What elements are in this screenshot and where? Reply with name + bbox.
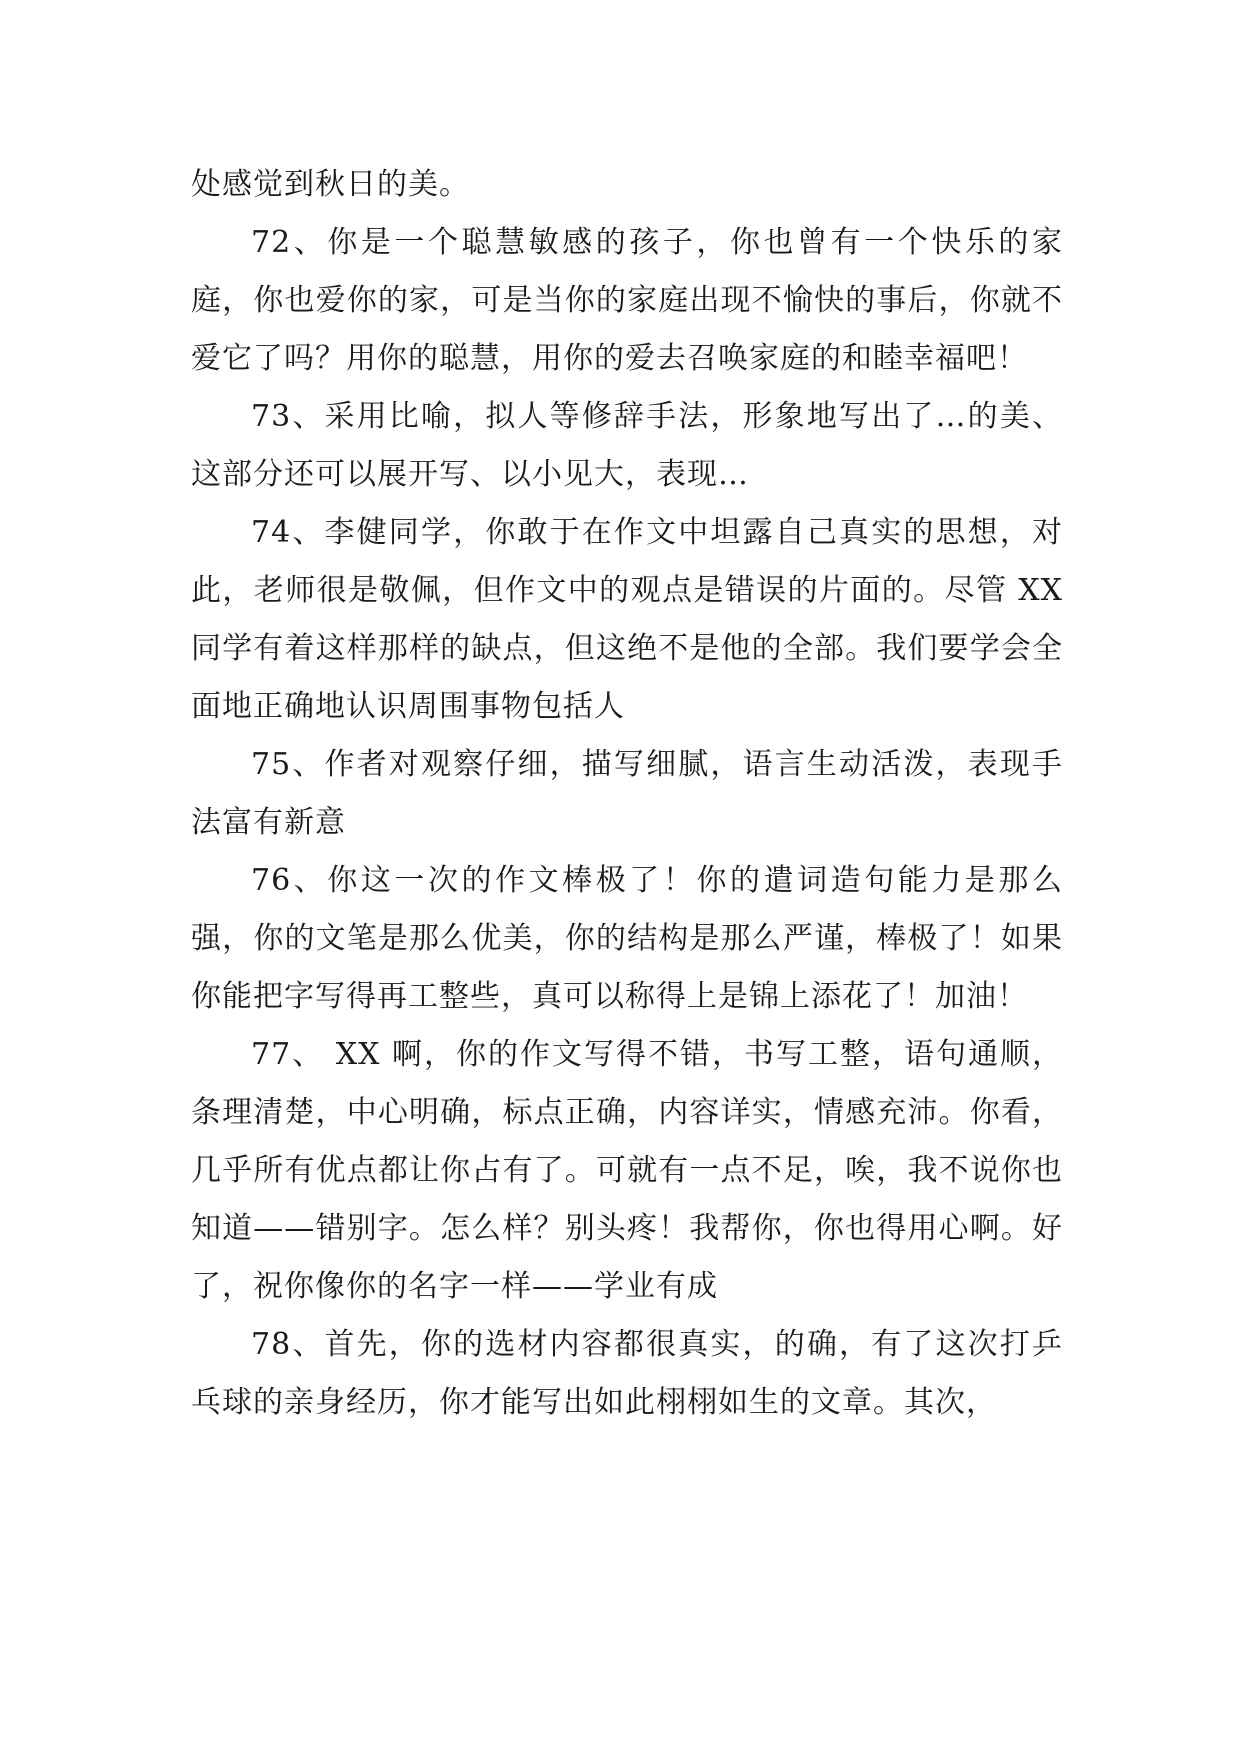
paragraph-78: 78、首先，你的选材内容都很真实，的确，有了这次打乒乓球的亲身经历，你才能写出如此栩栩如生的文章。其次， — [191, 1327, 1063, 1420]
paragraph-76: 76、你这一次的作文棒极了！你的遣词造句能力是那么强，你的文笔是那么优美，你的结构是那么严谨，棒极了！如果你能把字写得再工整些，真可以称得上是锦上添花了！加油！ — [191, 863, 1063, 1014]
paragraph-continuation: 处感觉到秋日的美。 — [191, 167, 470, 202]
paragraph-74: 74、李健同学，你敢于在作文中坦露自己真实的思想，对此，老师很是敬佩，但作文中的观点是错误的片面的。尽管 XX 同学有着这样那样的缺点，但这绝不是他的全部。我们要学会全面地正确地认识周围事物包括人 — [191, 515, 1063, 724]
paragraph-73: 73、采用比喻，拟人等修辞手法，形象地写出了…的美、这部分还可以展开写、以小见大，表现… — [191, 399, 1063, 492]
paragraph-72: 72、你是一个聪慧敏感的孩子，你也曾有一个快乐的家庭，你也爱你的家，可是当你的家庭出现不愉快的事后，你就不爱它了吗？用你的聪慧，用你的爱去召唤家庭的和睦幸福吧！ — [191, 225, 1063, 376]
document-body — [191, 156, 1063, 1432]
paragraph-75: 75、作者对观察仔细，描写细腻，语言生动活泼，表现手法富有新意 — [191, 747, 1063, 840]
paragraph-77: 77、 XX 啊，你的作文写得不错，书写工整，语句通顺，条理清楚，中心明确，标点正确，内容详实，情感充沛。你看，几乎所有优点都让你占有了。可就有一点不足，唉，我不说你也知道——错别字。怎么样？别头疼！我帮你，你也得用心啊。好了，祝你像你的名字一样——学业有成 — [191, 1037, 1063, 1304]
